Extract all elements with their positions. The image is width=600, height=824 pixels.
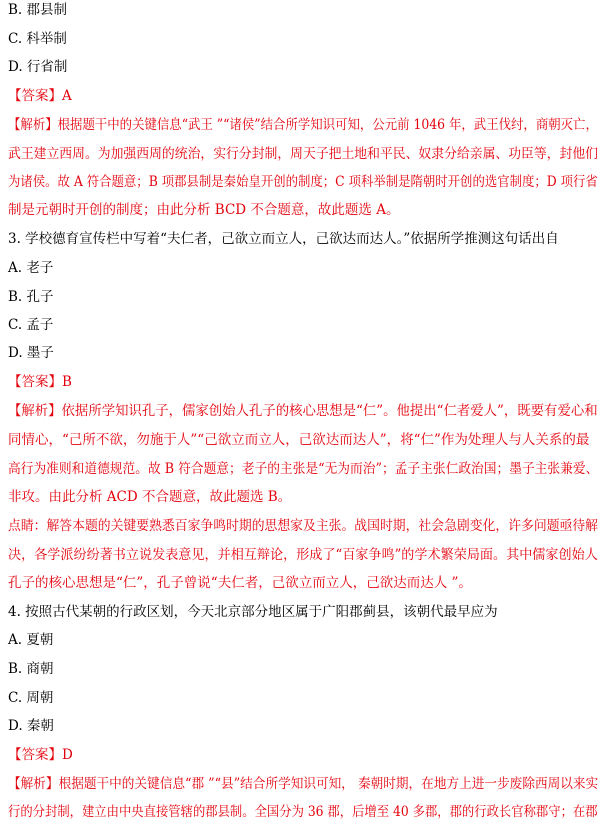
option-c-q4: C. 周朝 [8, 690, 54, 706]
option-d-q4: D. 秦朝 [8, 718, 54, 734]
option-c-q2: C. 科举制 [8, 31, 67, 47]
analysis-q3-line1: 【解析】依据所学知识孔子，儒家创始人孔子的核心思想是“仁”。他提出“仁者爱人”，既要有爱心和 [8, 403, 598, 419]
option-b-q4: B. 商朝 [8, 661, 54, 677]
option-a-q4: A. 夏朝 [8, 632, 54, 648]
analysis-q4-line2: 行的分封制，建立由中央直接管辖的郡县制。全国分为 36 郡，后增至 40 多郡，郡的行政长官称郡守；在郡 [8, 804, 598, 820]
analysis-q3-line4: 非攻。由此分析 ACD 不合题意，故此题选 B。 [8, 489, 292, 505]
analysis-q4-line1: 【解析】根据题干中的关键信息“郡 ”“县”结合所学知识可知， 秦朝时期，在地方上进一步废除西周以来实 [8, 776, 599, 792]
dianjing-q3-line2: 决，各学派纷纷著书立说发表意见，并相互辩论，形成了“百家争鸣”的学术繁荣局面。其中儒家创始人 [8, 547, 598, 563]
option-b-q3: B. 孔子 [8, 289, 54, 305]
option-b-q2: B. 郡县制 [8, 2, 68, 18]
question-3: 3. 学校德育宣传栏中写着“夫仁者，己欲立而立人，己欲达而达人。”依据所学推测这句话出自 [8, 231, 559, 247]
answer-q2: 【答案】A [8, 88, 72, 104]
option-d-q3: D. 墨子 [8, 345, 54, 361]
option-d-q2: D. 行省制 [8, 59, 68, 75]
answer-q4: 【答案】D [8, 747, 73, 763]
answer-q3: 【答案】B [8, 374, 72, 390]
question-4: 4. 按照古代某朝的行政区划，今天北京部分地区属于广阳郡蓟县，该朝代最早应为 [8, 604, 498, 620]
option-c-q3: C. 孟子 [8, 317, 54, 333]
analysis-q2-line2: 武王建立西周。为加强西周的统治，实行分封制，周天子把土地和平民、奴隶分给亲属、功臣等，封他们 [8, 146, 598, 162]
analysis-q3-line2: 同情心，“己所不欲，勿施于人”“己欲立而立人，己欲达而达人”，将“仁”作为处理人与人关系的最 [8, 432, 590, 448]
analysis-q3-line3: 高行为准则和道德规范。故 B 符合题意；老子的主张是“无为而治”；孟子主张仁政治国；墨子主张兼爱、 [8, 461, 599, 477]
analysis-q2-line3: 为诸侯。故 A 符合题意；B 项郡县制是秦始皇开创的制度；C 项科举制是隋朝时开创的选官制度；D 项行省 [8, 174, 598, 190]
dianjing-q3-line3: 孔子的核心思想是“仁”，孔子曾说“夫仁者，己欲立而立人，己欲达而达人 ”。 [8, 575, 472, 591]
option-a-q3: A. 老子 [8, 260, 54, 276]
dianjing-q3-line1: 点睛：解答本题的关键要熟悉百家争鸣时期的思想家及主张。战国时期，社会急剧变化，许多问题亟待解 [8, 518, 598, 534]
analysis-q2-line1: 【解析】根据题干中的关键信息“武王 ”“诸侯”结合所学知识可知，公元前 1046 年，武王伐纣，商朝灭亡， [8, 117, 598, 133]
analysis-q2-line4: 制是元朝时开创的制度；由此分析 BCD 不合题意，故此题选 A。 [8, 202, 400, 218]
